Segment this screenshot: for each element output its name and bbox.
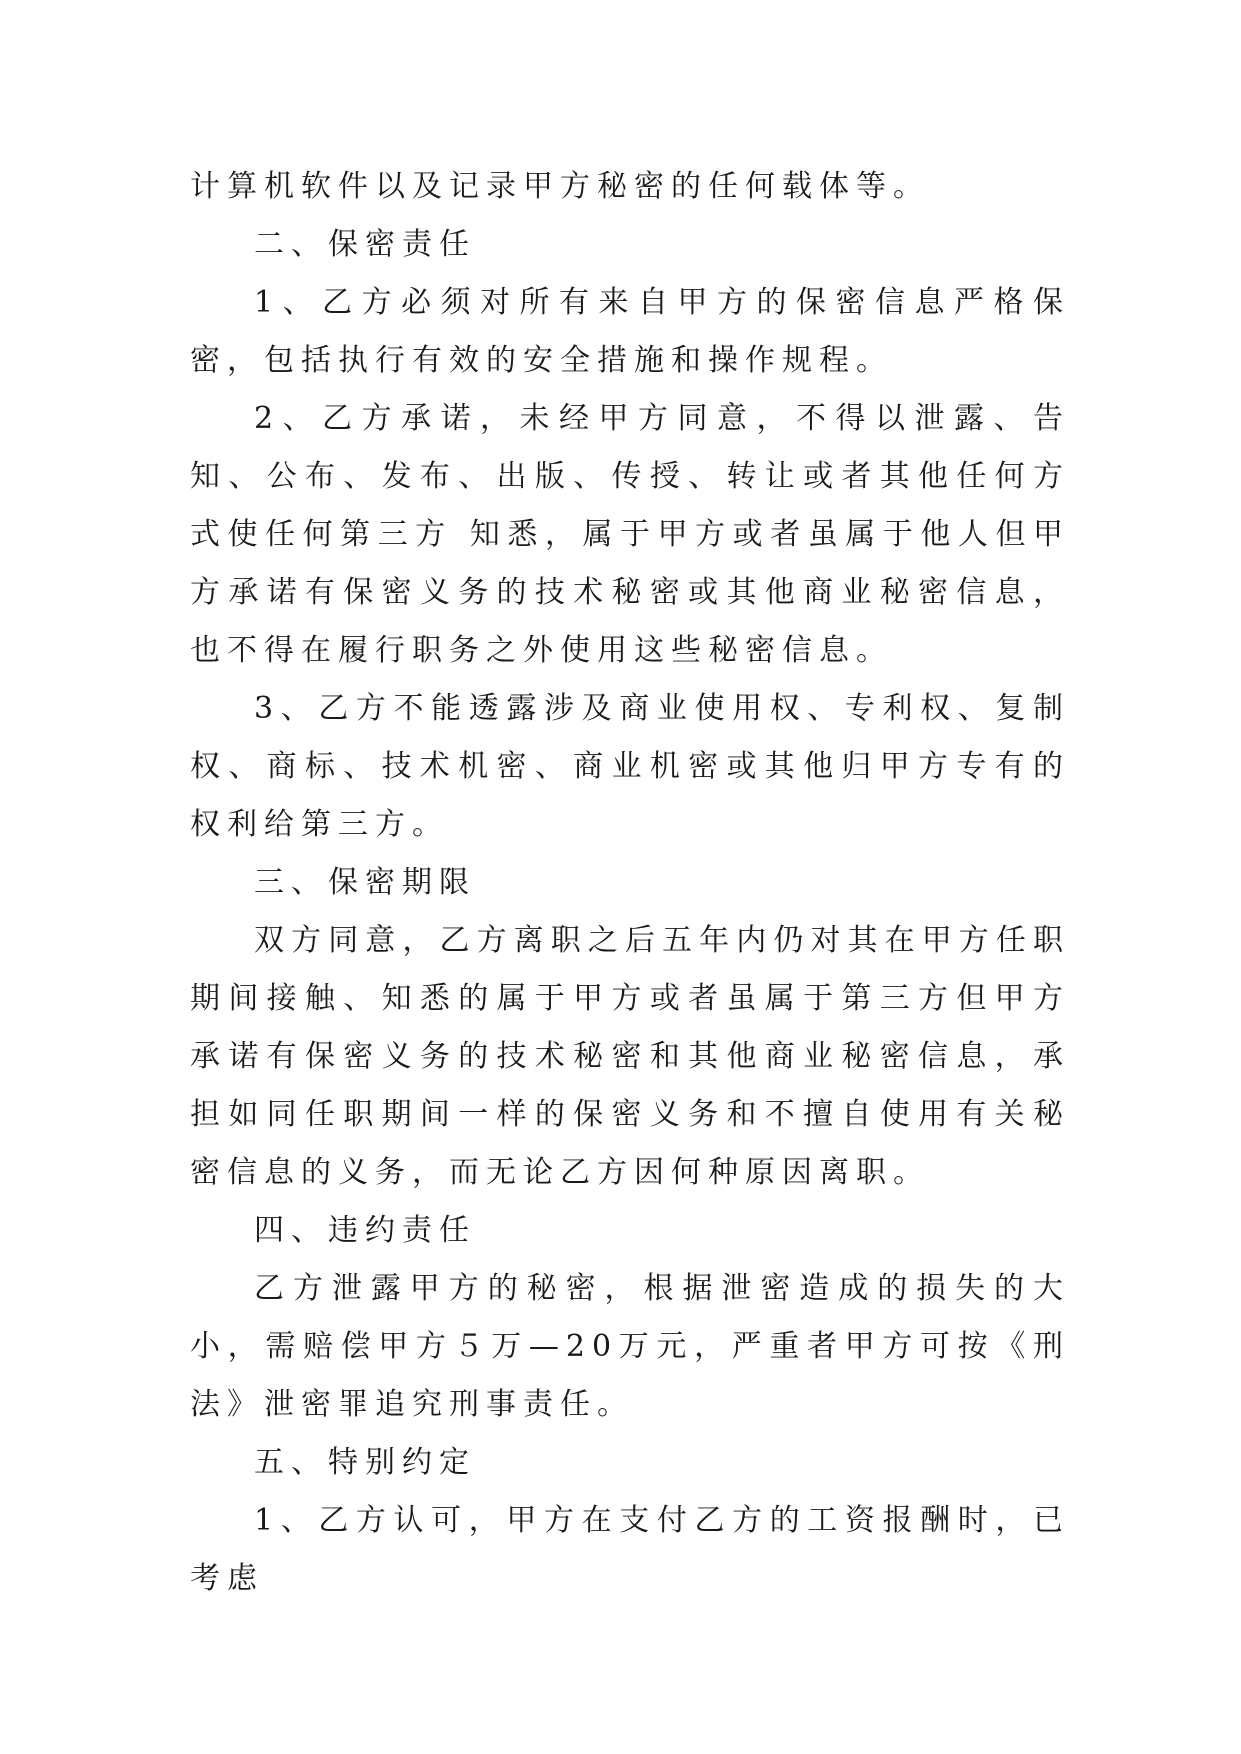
paragraph-special-1: 1、乙方认可，甲方在支付乙方的工资报酬时，已考虑 [190, 1503, 1070, 1596]
paragraph-duty-3: 3、乙方不能透露涉及商业使用权、专利权、复制权、商标、技术机密、商业机密或其他归甲方专有的权利给第三方。 [190, 691, 1070, 842]
section-heading-confidentiality-period: 三、保密期限 [254, 865, 476, 900]
document-body [190, 158, 1070, 1608]
paragraph-liability: 乙方泄露甲方的秘密，根据泄密造成的损失的大小，需赔偿甲方５万—20万元，严重者甲方可按《刑法》泄密罪追究刑事责任。 [190, 1271, 1070, 1422]
paragraph-duty-1: 1、乙方必须对所有来自甲方的保密信息严格保密，包括执行有效的安全措施和操作规程。 [190, 285, 1070, 378]
paragraph-duty-2: 2、乙方承诺，未经甲方同意，不得以泄露、告知、公布、发布、出版、传授、转让或者其他任何方式使任何第三方 知悉，属于甲方或者虽属于他人但甲方承诺有保密义务的技术秘密或其他商业秘密信息，也不得在履行职务之外使用这些秘密信息。 [190, 401, 1070, 668]
paragraph-period: 双方同意，乙方离职之后五年内仍对其在甲方任职期间接触、知悉的属于甲方或者虽属于第三方但甲方承诺有保密义务的技术秘密和其他商业秘密信息，承担如同任职期间一样的保密义务和不擅自使用有关秘密信息的义务，而无论乙方因何种原因离职。 [190, 923, 1070, 1190]
section-heading-breach-liability: 四、违约责任 [254, 1213, 476, 1248]
paragraph-carrier-continuation: 计算机软件以及记录甲方秘密的任何载体等。 [190, 169, 930, 204]
section-heading-special-terms: 五、特别约定 [254, 1445, 476, 1480]
section-heading-confidentiality-duty: 二、保密责任 [254, 227, 476, 262]
